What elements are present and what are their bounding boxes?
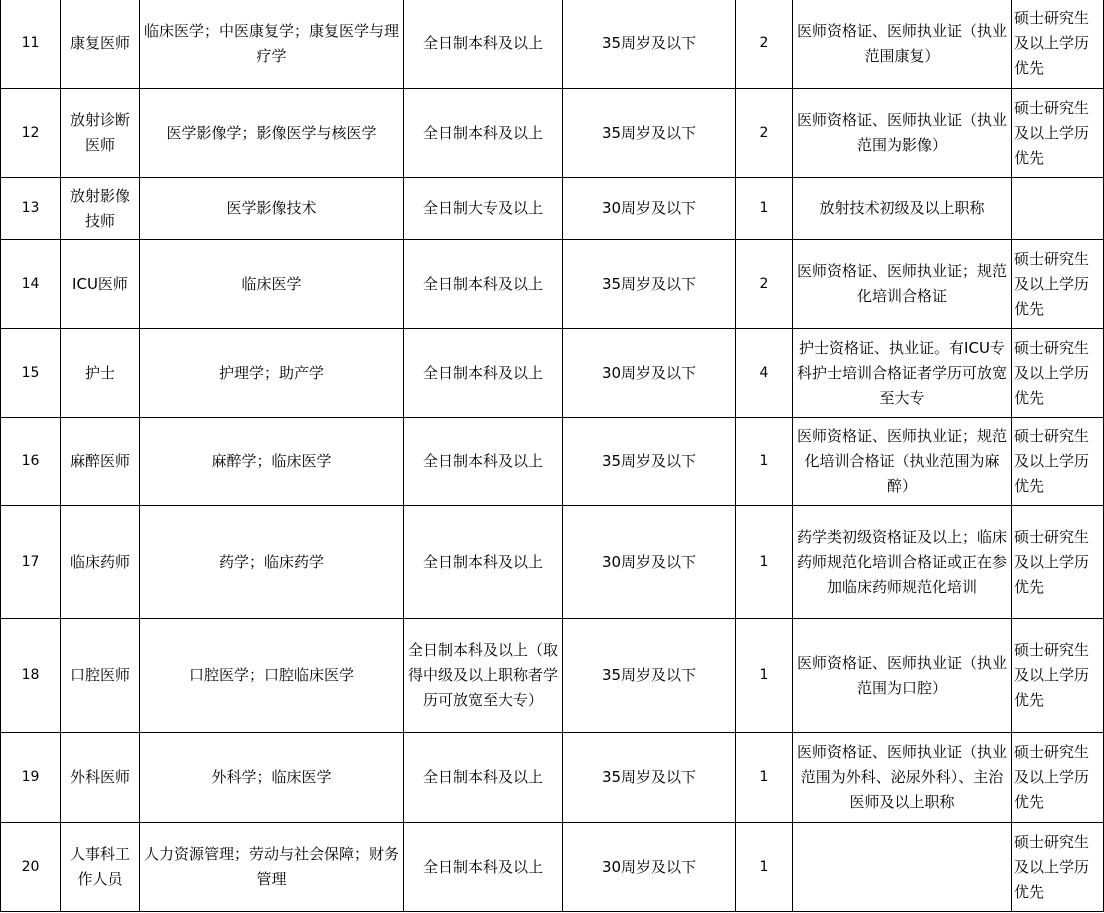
cell-count: 1 xyxy=(736,823,793,912)
cell-no: 15 xyxy=(1,329,61,418)
cell-count: 1 xyxy=(736,733,793,823)
table-row xyxy=(1,329,1104,418)
cell-count: 4 xyxy=(736,329,793,418)
cell-note: 硕士研究生及以上学历优先 xyxy=(1012,0,1104,89)
cell-no: 14 xyxy=(1,240,61,329)
cell-age: 30周岁及以下 xyxy=(563,823,736,912)
table-row xyxy=(1,240,1104,329)
cell-position: 康复医师 xyxy=(61,0,140,89)
cell-education: 全日制本科及以上 xyxy=(404,329,563,418)
table-row xyxy=(1,0,1104,89)
cell-position: 护士 xyxy=(61,329,140,418)
cell-major: 口腔医学；口腔临床医学 xyxy=(140,619,404,733)
cell-requirements: 医师资格证、医师执业证；规范化培训合格证（执业范围为麻醉） xyxy=(793,418,1012,506)
table-row xyxy=(1,418,1104,506)
cell-age: 35周岁及以下 xyxy=(563,619,736,733)
table-row xyxy=(1,619,1104,733)
cell-age: 30周岁及以下 xyxy=(563,329,736,418)
cell-note: 硕士研究生及以上学历优先 xyxy=(1012,89,1104,178)
cell-note: 硕士研究生及以上学历优先 xyxy=(1012,329,1104,418)
cell-count: 2 xyxy=(736,240,793,329)
cell-education: 全日制本科及以上 xyxy=(404,0,563,89)
cell-note: 硕士研究生及以上学历优先 xyxy=(1012,619,1104,733)
cell-age: 35周岁及以下 xyxy=(563,89,736,178)
cell-age: 35周岁及以下 xyxy=(563,240,736,329)
cell-major: 医学影像学；影像医学与核医学 xyxy=(140,89,404,178)
table-row xyxy=(1,89,1104,178)
cell-education: 全日制本科及以上 xyxy=(404,733,563,823)
cell-requirements xyxy=(793,823,1012,912)
cell-no: 17 xyxy=(1,506,61,619)
cell-position: 口腔医师 xyxy=(61,619,140,733)
table-row xyxy=(1,733,1104,823)
cell-position: 临床药师 xyxy=(61,506,140,619)
cell-no: 16 xyxy=(1,418,61,506)
table-row xyxy=(1,823,1104,912)
cell-education: 全日制本科及以上 xyxy=(404,89,563,178)
cell-note: 硕士研究生及以上学历优先 xyxy=(1012,418,1104,506)
cell-position: 人事科工作人员 xyxy=(61,823,140,912)
cell-note: 硕士研究生及以上学历优先 xyxy=(1012,823,1104,912)
cell-no: 20 xyxy=(1,823,61,912)
cell-education: 全日制本科及以上 xyxy=(404,418,563,506)
cell-no: 12 xyxy=(1,89,61,178)
cell-note: 硕士研究生及以上学历优先 xyxy=(1012,506,1104,619)
cell-note: 硕士研究生及以上学历优先 xyxy=(1012,240,1104,329)
cell-count: 2 xyxy=(736,89,793,178)
cell-education: 全日制本科及以上（取得中级及以上职称者学历可放宽至大专） xyxy=(404,619,563,733)
cell-position: 放射影像技师 xyxy=(61,178,140,240)
cell-count: 2 xyxy=(736,0,793,89)
cell-major: 人力资源管理；劳动与社会保障；财务管理 xyxy=(140,823,404,912)
cell-major: 临床医学；中医康复学；康复医学与理疗学 xyxy=(140,0,404,89)
cell-age: 30周岁及以下 xyxy=(563,506,736,619)
cell-position: 外科医师 xyxy=(61,733,140,823)
table-row xyxy=(1,506,1104,619)
cell-count: 1 xyxy=(736,506,793,619)
cell-education: 全日制本科及以上 xyxy=(404,823,563,912)
cell-major: 临床医学 xyxy=(140,240,404,329)
cell-note: 硕士研究生及以上学历优先 xyxy=(1012,733,1104,823)
cell-count: 1 xyxy=(736,619,793,733)
cell-no: 18 xyxy=(1,619,61,733)
cell-major: 药学；临床药学 xyxy=(140,506,404,619)
cell-requirements: 医师资格证、医师执业证；规范化培训合格证 xyxy=(793,240,1012,329)
cell-position: 放射诊断医师 xyxy=(61,89,140,178)
cell-education: 全日制本科及以上 xyxy=(404,506,563,619)
cell-requirements: 医师资格证、医师执业证（执业范围为影像） xyxy=(793,89,1012,178)
cell-no: 11 xyxy=(1,0,61,89)
cell-count: 1 xyxy=(736,418,793,506)
cell-major: 护理学；助产学 xyxy=(140,329,404,418)
cell-position: 麻醉医师 xyxy=(61,418,140,506)
cell-requirements: 医师资格证、医师执业证（执业范围为外科、泌尿外科）、主治医师及以上职称 xyxy=(793,733,1012,823)
cell-major: 外科学；临床医学 xyxy=(140,733,404,823)
cell-major: 麻醉学；临床医学 xyxy=(140,418,404,506)
cell-education: 全日制本科及以上 xyxy=(404,240,563,329)
cell-count: 1 xyxy=(736,178,793,240)
cell-major: 医学影像技术 xyxy=(140,178,404,240)
cell-requirements: 护士资格证、执业证。有ICU专科护士培训合格证者学历可放宽至大专 xyxy=(793,329,1012,418)
table-body xyxy=(1,0,1104,912)
cell-no: 19 xyxy=(1,733,61,823)
cell-no: 13 xyxy=(1,178,61,240)
cell-age: 35周岁及以下 xyxy=(563,733,736,823)
table-row xyxy=(1,178,1104,240)
cell-education: 全日制大专及以上 xyxy=(404,178,563,240)
cell-requirements: 放射技术初级及以上职称 xyxy=(793,178,1012,240)
cell-requirements: 药学类初级资格证及以上；临床药师规范化培训合格证或正在参加临床药师规范化培训 xyxy=(793,506,1012,619)
cell-position: ICU医师 xyxy=(61,240,140,329)
cell-requirements: 医师资格证、医师执业证（执业范围为口腔） xyxy=(793,619,1012,733)
cell-age: 30周岁及以下 xyxy=(563,178,736,240)
cell-requirements: 医师资格证、医师执业证（执业范围康复） xyxy=(793,0,1012,89)
cell-age: 35周岁及以下 xyxy=(563,0,736,89)
cell-note xyxy=(1012,178,1104,240)
cell-age: 35周岁及以下 xyxy=(563,418,736,506)
